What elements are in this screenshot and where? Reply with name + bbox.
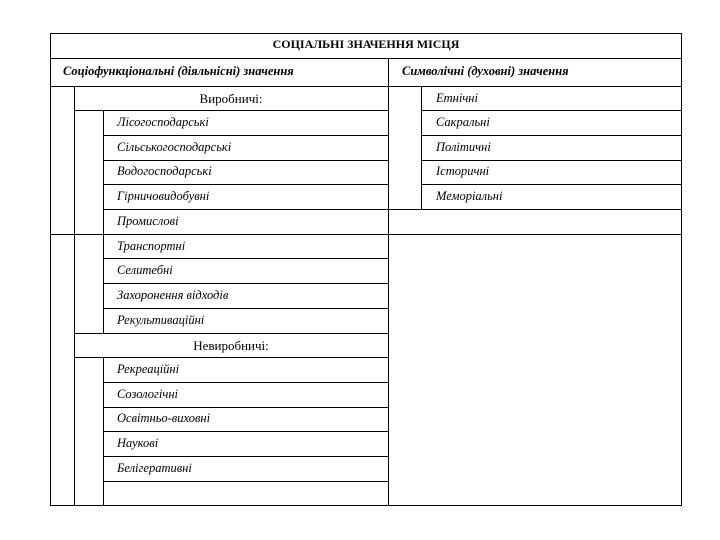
row-divider: [103, 407, 388, 408]
row-divider: [74, 333, 388, 334]
row-divider: [421, 135, 682, 136]
left-indent-line-1: [74, 86, 75, 506]
row-divider: [103, 283, 388, 284]
row-divider: [388, 234, 682, 235]
list-item: Селитебні: [117, 263, 173, 277]
row-divider: [103, 184, 388, 185]
table-border-left: [50, 33, 51, 506]
column-divider: [388, 58, 389, 506]
list-item: Політичні: [436, 140, 491, 154]
row-divider: [103, 135, 388, 136]
row-divider: [103, 456, 388, 457]
header-divider: [50, 86, 682, 87]
list-item: Белігеративні: [117, 461, 192, 475]
table-border-top: [50, 33, 682, 34]
list-item: Гірничовидобувні: [117, 189, 210, 203]
list-item: Водогосподарські: [117, 164, 212, 178]
left-indent-line-2a: [103, 110, 104, 333]
row-divider: [74, 357, 388, 358]
table-border-bottom: [50, 505, 682, 506]
right-column-header: Символічні (духовні) значення: [402, 64, 569, 78]
list-item: Рекреаційні: [117, 362, 180, 376]
row-divider: [421, 184, 682, 185]
title-divider: [50, 58, 682, 59]
list-item: Наукові: [117, 436, 159, 450]
row-divider: [103, 481, 388, 482]
left-column-header: Соціофункціональні (діяльнісні) значення: [63, 64, 294, 78]
row-divider: [103, 209, 388, 210]
list-item: Етнічні: [436, 91, 478, 105]
row-divider: [421, 110, 682, 111]
row-divider: [103, 308, 388, 309]
row-divider: [103, 160, 388, 161]
table-border-right: [681, 33, 682, 506]
list-item: Історичні: [436, 164, 490, 178]
row-divider: [388, 209, 682, 210]
row-divider: [103, 431, 388, 432]
list-item: Меморіальні: [436, 189, 503, 203]
list-item: Созологічні: [117, 387, 178, 401]
row-divider: [74, 110, 388, 111]
row-divider: [421, 160, 682, 161]
list-item: Транспортні: [117, 239, 186, 253]
group-label-productive: Виробничі:: [199, 91, 263, 106]
group-label-non-productive: Невиробничі:: [193, 338, 269, 353]
row-divider: [103, 258, 388, 259]
right-indent-line: [421, 86, 422, 210]
list-item: Рекультиваційні: [117, 313, 205, 327]
table-title: СОЦІАЛЬНІ ЗНАЧЕННЯ МІСЦЯ: [272, 37, 460, 51]
list-item: Освітньо-виховні: [117, 411, 211, 425]
row-divider: [50, 234, 388, 235]
list-item: Лісогосподарські: [117, 115, 209, 129]
list-item: Сакральні: [436, 115, 490, 129]
list-item: Захоронення відходів: [117, 288, 229, 302]
row-divider: [103, 382, 388, 383]
list-item: Сільськогосподарські: [117, 140, 232, 154]
list-item: Промислові: [117, 214, 179, 228]
